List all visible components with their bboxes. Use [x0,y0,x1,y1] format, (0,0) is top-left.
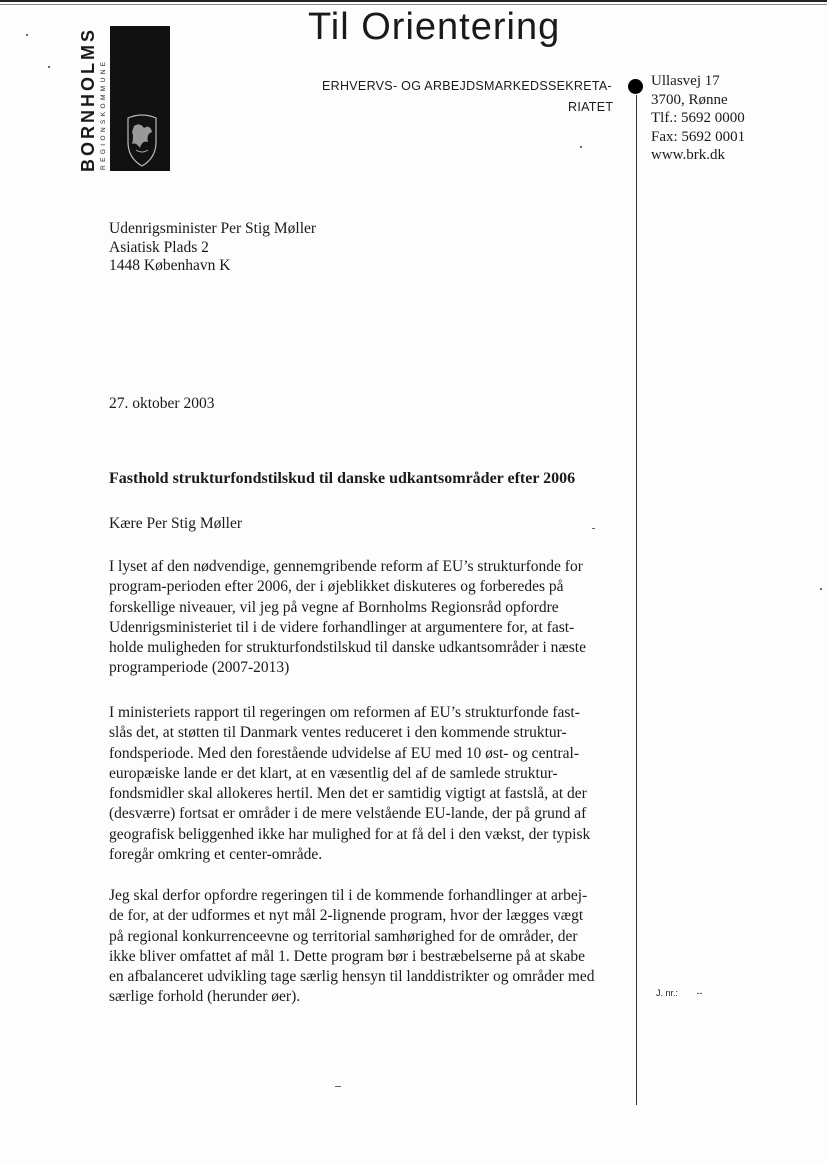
journal-number [656,988,703,998]
text-line: de for, at der udformes et nyt mål 2-lignende program, hvor der lægges vægt [109,907,584,925]
recipient-street: Asiatisk Plads 2 [109,238,209,256]
contact-web: www.brk.dk [651,147,726,163]
text-line: særlige forhold (herunder øer). [109,988,301,1006]
scan-speck [48,66,50,68]
letter-subject: Fasthold strukturfondstilskud til danske udkantsområder efter 2006 [109,470,576,487]
scan-speck [820,588,822,590]
scan-speck [580,146,582,148]
body-paragraph-3 [109,886,595,1008]
text-line: en afbalanceret udvikling tage særlig hensyn til landdistrikter og områder med [109,968,595,986]
recipient-city: 1448 København K [109,257,231,274]
body-paragraph-1 [109,557,586,679]
contact-city: 3700, Rønne [651,91,728,108]
recipient-name: Udenrigsminister Per Stig Møller [109,220,317,237]
text-line: slås det, at støtten til Danmark ventes reduceret i den kommende struktur- [109,724,567,742]
text-line: programperiode (2007-2013) [109,659,290,677]
journal-number-label: J. nr.: [656,988,679,998]
body-paragraph-2 [109,703,590,865]
scan-speck [26,34,28,36]
text-line: fondsperiode. Med den forestående udvidelse af EU med 10 øst- og central- [109,744,580,762]
text-line: Udenrigsministeriet til i de videre forhandlinger at argumentere for, at fast- [109,618,575,636]
text-line: Jeg skal derfor opfordre regeringen til i de kommende forhandlinger at arbej- [109,887,588,904]
scan-speck [592,528,595,529]
text-line: fondsmidler skal allokeres hertil. Men det er samtidig vigtigt at fastslå, at der [109,785,587,803]
text-line: europæiske lande er det klart, at en væsentlig del af de samlede struktur- [109,764,558,782]
text-line: geografisk beliggenhed ikke har mulighed for at få del i den vækst, der typisk [109,825,591,843]
text-line: forskellige niveauer, vil jeg på vegne af Bornholms Regionsråd opfordre [109,598,559,616]
text-line: foregår omkring et center-område. [109,846,323,864]
top-rule [0,0,827,2]
top-rule-thin [0,4,827,5]
text-line: på regional konkurrenceevne og territorial samhørighed for de områder, der [109,927,578,945]
sender-contact-block [651,72,745,165]
coat-of-arms-icon [122,112,162,168]
margin-rule [636,95,637,1105]
letter-date: 27. oktober 2003 [109,395,215,412]
bullet-dot-icon [628,79,643,94]
recipient-address [109,220,316,276]
document-title: Til Orientering [308,6,561,48]
department-line-2: RIATET [568,100,614,114]
text-line: I lyset af den nødvendige, gennemgribende reform af EU’s strukturfonde for [109,558,583,575]
text-line: holde muligheden for strukturfondstilskud til danske udkantsområder i næste [109,639,586,657]
text-line: (desværre) fortsat er områder i de mere velstående EU-lande, der på grund af [109,805,587,823]
text-line: program-perioden efter 2006, der i øjeblikket diskuteres og forberedes på [109,578,564,596]
salutation: Kære Per Stig Møller [109,515,243,532]
logo-wordmark: BORNHOLMS [78,27,98,172]
contact-phone: Tlf.: 5692 0000 [651,110,745,126]
text-line: I ministeriets rapport til regeringen om reformen af EU’s strukturfonde fast- [109,704,580,721]
text-line: ikke bliver omfattet af mål 1. Dette program bør i bestræbelserne på at skabe [109,947,586,965]
contact-street: Ullasvej 17 [651,73,720,89]
department-line-1: ERHVERVS- OG ARBEJDSMARKEDSSEKRETA- [322,79,612,93]
scan-speck [335,1086,341,1087]
logo-subtitle: REGIONSKOMMUNE [100,58,107,170]
contact-fax: Fax: 5692 0001 [651,128,746,145]
journal-number-value: -- [696,988,703,998]
